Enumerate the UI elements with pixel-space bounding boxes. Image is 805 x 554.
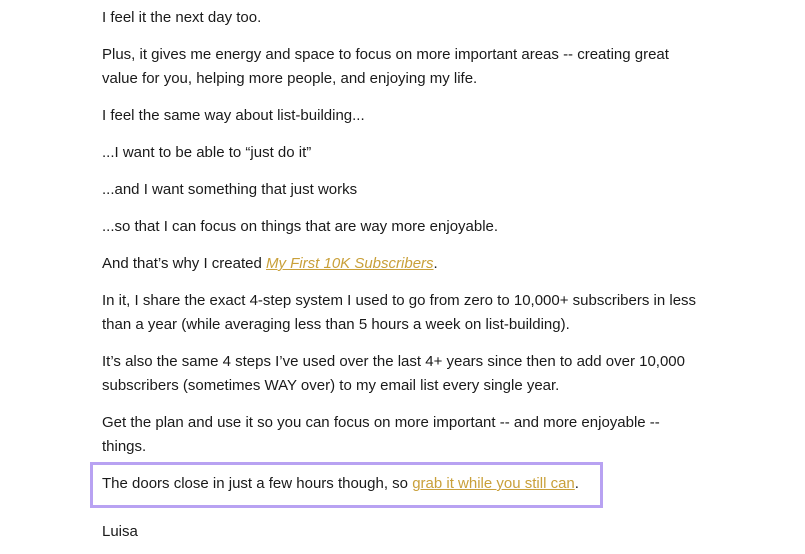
paragraph-list-building: I feel the same way about list-building... [102,107,365,124]
grab-it-link[interactable]: grab it while you still can [412,475,575,492]
paragraph-system: In it, I share the exact 4-step system I used to go from zero to 10,000+ subscribers in less than a year (while averaging less than 5 hours a week on list-building). [102,292,697,333]
doors-close-period: . [574,475,579,492]
created-text: And that’s why I created [102,255,266,272]
paragraph-just-works: ...and I want something that just works [102,181,358,198]
paragraph-enjoyable: ...so that I can focus on things that are way more enjoyable. [102,218,499,235]
paragraph-energy: Plus, it gives me energy and space to focus on more important areas -- creating great value for you, helping more people, and enjoying my life. [102,46,669,87]
paragraph-next-day: I feel it the next day too. [102,9,262,26]
paragraph-get-plan: Get the plan and use it so you can focus on more important -- and more enjoyable -- things. [102,414,660,455]
product-link[interactable]: My First 10K Subscribers [265,255,434,272]
paragraph-same-steps: It’s also the same 4 steps I’ve used over the last 4+ years since then to add over 10,000 subscribers (sometimes WAY over) to my email list every single year. [102,353,685,394]
signature: Luisa [102,523,138,540]
created-period: . [433,255,438,272]
doors-close-text: The doors close in just a few hours though, so [102,475,413,492]
paragraph-just-do-it: ...I want to be able to “just do it” [102,144,312,161]
paragraph-created [102,252,702,276]
highlight-box [90,462,603,508]
